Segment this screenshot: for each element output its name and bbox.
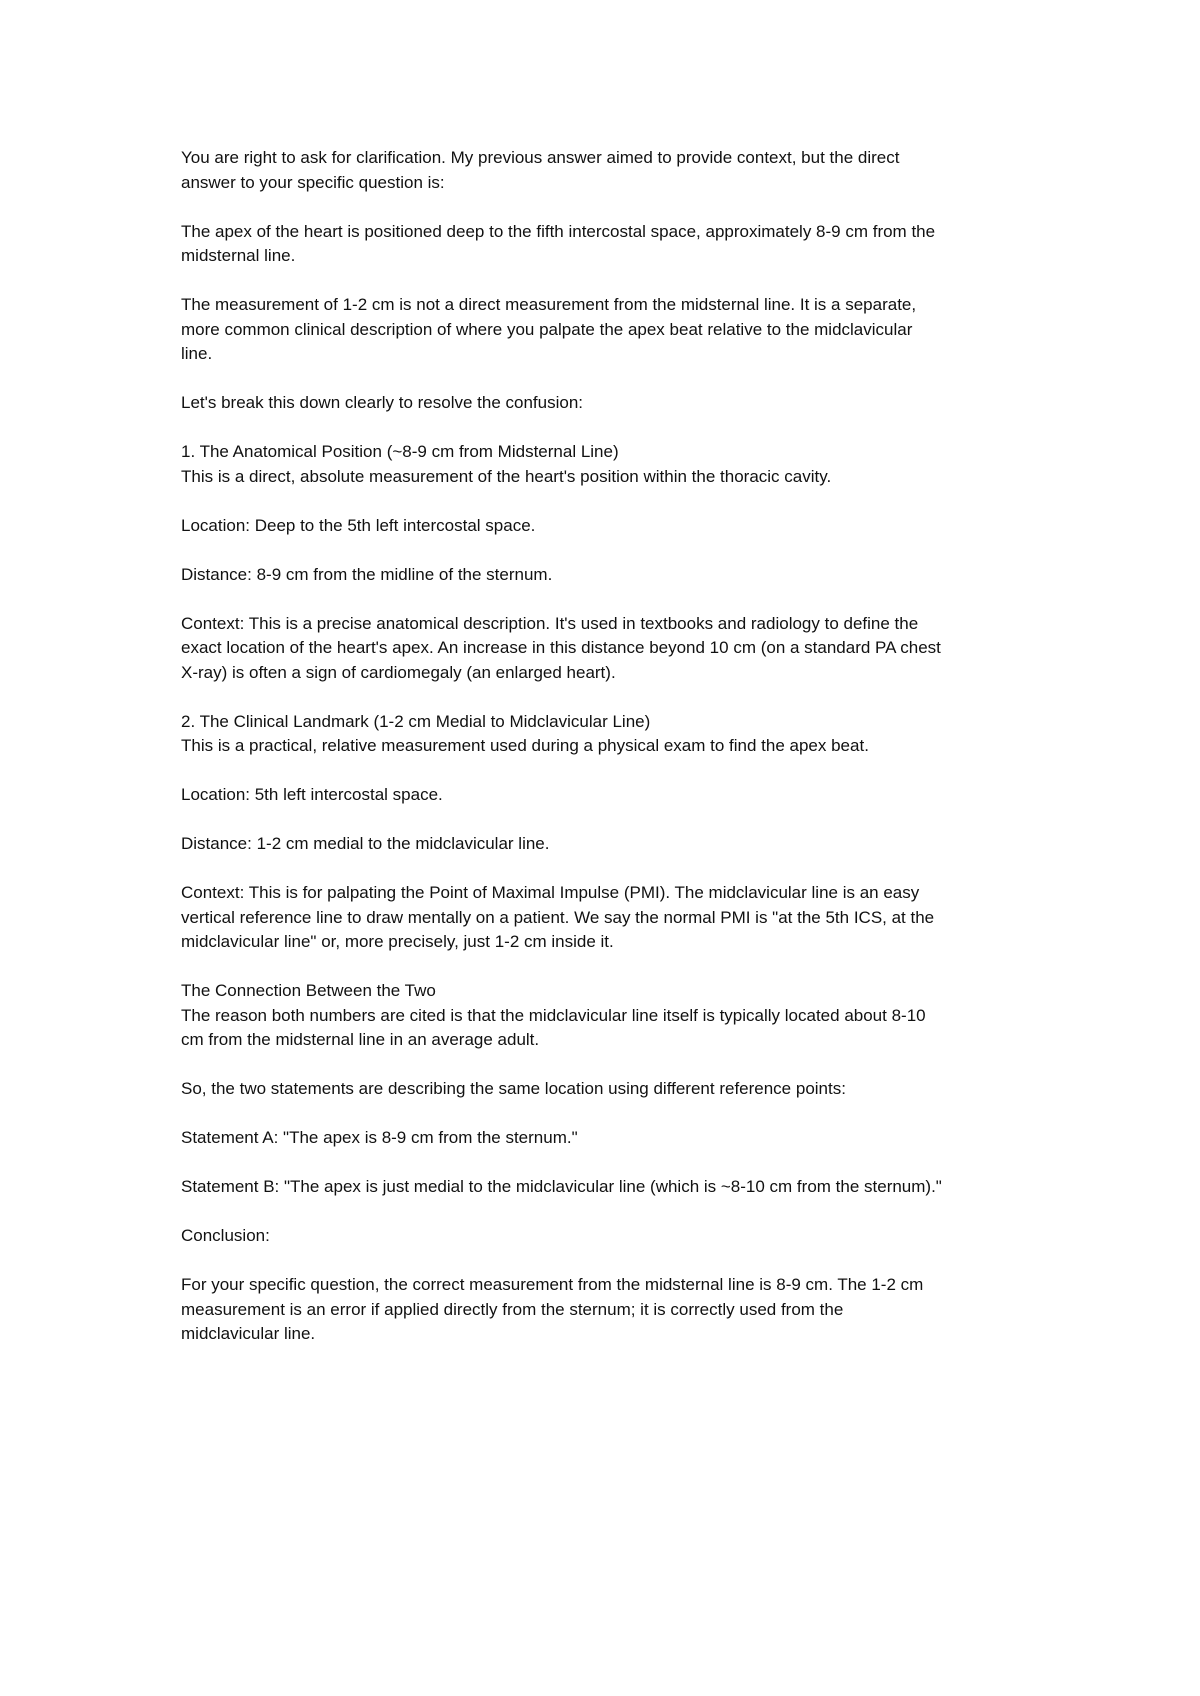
- section1-heading-paragraph: [181, 440, 1041, 489]
- section1-heading: 1. The Anatomical Position (~8-9 cm from Midsternal Line): [181, 442, 619, 461]
- section2-heading: 2. The Clinical Landmark (1-2 cm Medial to Midclavicular Line): [181, 711, 651, 731]
- text-line: midclavicular line.: [181, 1324, 316, 1343]
- conclusion-heading: [181, 1224, 1041, 1249]
- text-line: You are right to ask for clarification. My previous answer aimed to provide context, but the direct: [181, 148, 900, 167]
- intro-paragraph: [181, 146, 1041, 195]
- text-line: line.: [181, 344, 213, 363]
- connection-paragraph: [181, 979, 1041, 1053]
- text-line: Statement B: "The apex is just medial to the midclavicular line (which is ~8-10 cm from the sternum).": [181, 1177, 942, 1196]
- section1-intro: This is a direct, absolute measurement of the heart's position within the thoracic cavity.: [181, 466, 832, 486]
- measurement-note-paragraph: [181, 293, 1041, 367]
- text-line: Context: This is a precise anatomical description. It's used in textbooks and radiology to define the: [181, 613, 919, 633]
- text-line: measurement is an error if applied directly from the sternum; it is correctly used from the: [181, 1299, 844, 1319]
- text-line: more common clinical description of where you palpate the apex beat relative to the midclavicular: [181, 319, 913, 339]
- text-line: Location: 5th left intercostal space.: [181, 785, 443, 804]
- text-line: Context: This is for palpating the Point of Maximal Impulse (PMI). The midclavicular line is an easy: [181, 883, 920, 902]
- text-line: answer to your specific question is:: [181, 172, 445, 192]
- statement-a: [181, 1126, 1041, 1151]
- text-line: midclavicular line" or, more precisely, just 1-2 cm inside it.: [181, 932, 614, 951]
- text-line: Distance: 1-2 cm medial to the midclavicular line.: [181, 834, 550, 853]
- text-line: Distance: 8-9 cm from the midline of the sternum.: [181, 564, 553, 584]
- text-line: The apex of the heart is positioned deep to the fifth intercostal space, approximately 8-9 cm from the: [181, 221, 936, 241]
- text-line: Let's break this down clearly to resolve the confusion:: [181, 393, 584, 412]
- text-line: Location: Deep to the 5th left intercostal space.: [181, 515, 536, 535]
- text-line: vertical reference line to draw mentally on a patient. We say the normal PMI is "at the 5th ICS, at the: [181, 907, 935, 927]
- section2-context: [181, 881, 1041, 955]
- section1-distance: [181, 563, 1041, 588]
- text-line: So, the two statements are describing the same location using different reference points:: [181, 1079, 846, 1098]
- connection-heading: The Connection Between the Two: [181, 981, 436, 1000]
- text-line: The reason both numbers are cited is that the midclavicular line itself is typically located about 8-10: [181, 1005, 926, 1025]
- breakdown-intro-paragraph: [181, 391, 1041, 416]
- text-line: For your specific question, the correct measurement from the midsternal line is 8-9 cm. The 1-2 cm: [181, 1275, 924, 1294]
- text-line: Conclusion:: [181, 1226, 270, 1245]
- statement-b: [181, 1175, 1041, 1200]
- text-line: Statement A: "The apex is 8-9 cm from the sternum.": [181, 1128, 578, 1147]
- text-line: exact location of the heart's apex. An increase in this distance beyond 10 cm (on a standard PA chest: [181, 638, 941, 657]
- section2-distance: [181, 832, 1041, 857]
- two-statements-intro: [181, 1077, 1041, 1102]
- text-line: X-ray) is often a sign of cardiomegaly (an enlarged heart).: [181, 662, 616, 682]
- conclusion-paragraph: [181, 1273, 1041, 1347]
- section1-context: [181, 612, 1041, 686]
- text-line: The measurement of 1-2 cm is not a direct measurement from the midsternal line. It is a separate,: [181, 295, 917, 314]
- section2-location: [181, 783, 1041, 808]
- text-line: cm from the midsternal line in an average adult.: [181, 1030, 540, 1049]
- section2-heading-paragraph: [181, 710, 1041, 759]
- section2-intro: This is a practical, relative measurement used during a physical exam to find the apex beat.: [181, 736, 869, 755]
- answer-paragraph: [181, 220, 1041, 269]
- document-body: [181, 146, 1041, 1371]
- section1-location: [181, 514, 1041, 539]
- text-line: midsternal line.: [181, 246, 296, 265]
